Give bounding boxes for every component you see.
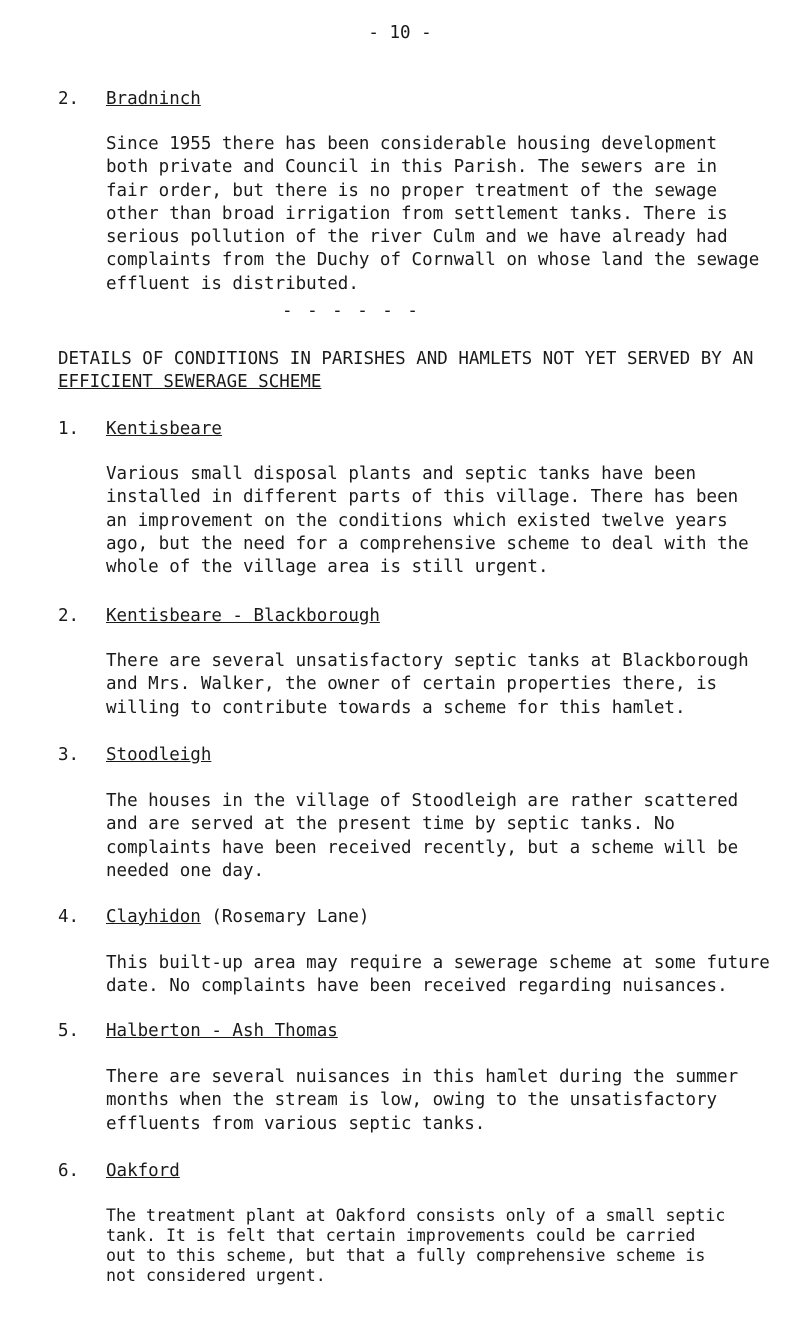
item-paragraph: There are several nuisances in this hamlet during the summer months when the stream is low, owing to the unsatisfactory effluents from various septic tanks. [106,1067,739,1134]
item-heading: Kentisbeare - Blackborough [106,606,380,626]
bradninch-heading: Bradninch [106,89,201,109]
item-paragraph: Various small disposal plants and septic tanks have been installed in different parts of this village. There has been an improvement on the conditions which existed twelve years ago, but the need for a comprehensive scheme to deal with the whole of the village area is still urgent. [106,464,749,578]
item-paragraph: This built-up area may require a sewerage scheme at some future date. No complaints have been received regarding nuisances. [106,953,770,997]
item-heading-row [106,906,369,929]
item-heading: Oakford [106,1161,180,1181]
item-number: 4. [58,907,80,927]
separator: - - - - - - [282,301,420,321]
item-paragraph: The treatment plant at Oakford consists only of a small septic tank. It is felt that certain improvements could be carried out to this scheme, but that a fully comprehensive scheme is not considered urgent. [106,1206,726,1285]
section-number: 2. [58,89,80,109]
item-heading: Clayhidon [106,907,201,927]
details-heading-line1: DETAILS OF CONDITIONS IN PARISHES AND HAMLETS NOT YET SERVED BY AN [58,349,754,369]
item-heading-suffix: (Rosemary Lane) [200,907,370,927]
bradninch-paragraph: Since 1955 there has been considerable housing development both private and Council in this Parish. The sewers are in fair order, but there is no proper treatment of the sewage other than broad irrigation from settlement tanks. There is serious pollution of the river Culm and we have already had complaints from the Duchy of Cornwall on whose land the sewage effluent is distributed. [106,134,760,294]
item-number: 3. [58,745,80,765]
item-paragraph: The houses in the village of Stoodleigh are rather scattered and are served at the present time by septic tanks. No complaints have been received recently, but a scheme will be needed one day. [106,791,739,881]
item-number: 2. [58,606,80,626]
page-number: - 10 - [368,23,432,43]
item-heading: Stoodleigh [106,745,212,765]
item-heading: Halberton - Ash Thomas [106,1021,338,1041]
details-heading-line2: EFFICIENT SEWERAGE SCHEME [58,372,322,392]
item-number: 6. [58,1161,80,1181]
item-number: 1. [58,419,80,439]
item-paragraph: There are several unsatisfactory septic tanks at Blackborough and Mrs. Walker, the owner of certain properties there, is willing to contribute towards a scheme for this hamlet. [106,651,749,718]
item-number: 5. [58,1021,80,1041]
item-heading: Kentisbeare [106,419,222,439]
